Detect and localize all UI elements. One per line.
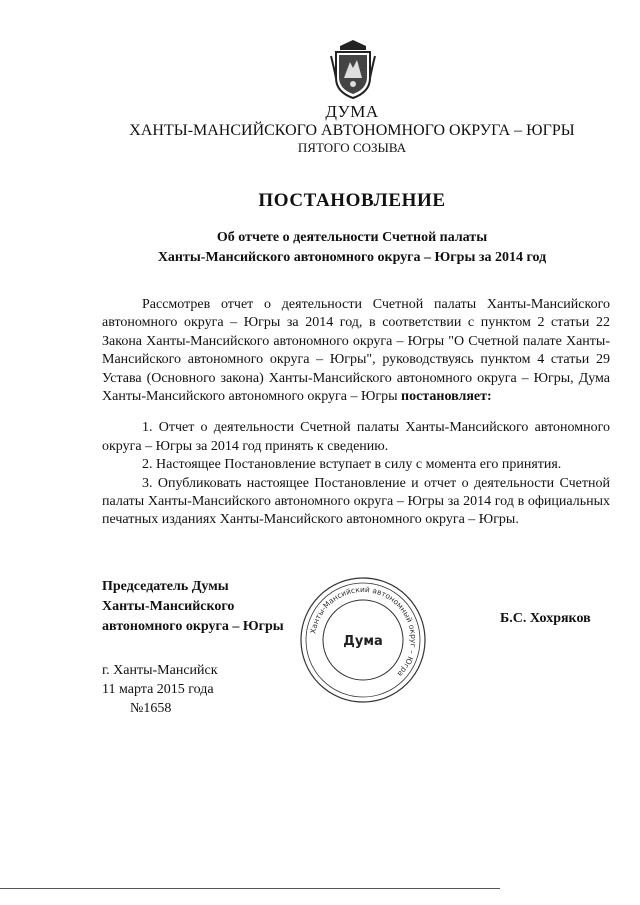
document-subject [32,228,640,268]
preamble-paragraph [102,296,610,406]
issue-details [102,661,218,718]
position-line: Ханты-Мансийского [102,599,235,614]
resolution-item: 1. Отчет о деятельности Счетной палаты Ханты-Мансийского автономного округа – Югры за 2014 год принять к сведению. [102,420,610,454]
issue-city: г. Ханты-Мансийск [102,663,218,678]
document-number: №1658 [130,701,172,716]
convocation: ПЯТОГО СОЗЫВА [297,140,407,155]
coat-of-arms-icon [330,38,376,100]
subject-line-1: Об отчете о деятельности Счетной палаты [216,230,488,245]
region-name: ХАНТЫ-МАНСИЙСКОГО АВТОНОМНОГО ОКРУГА – ЮГРЫ [129,122,575,139]
footer-divider [0,888,500,889]
institution-name: ДУМА [325,102,379,121]
stamp-ring-text: Ханты-Мансийский автономный округ – Югра [308,584,419,679]
position-line: автономного округа – Югры [102,619,284,634]
resolution-item: 3. Опубликовать настоящее Постановление и отчет о деятельности Счетной палаты Ханты-Мансийского автономного округа – Югры за 2014 год в официальных печатных изданиях Ханты-Мансийского автономного округа – Югры. [102,475,610,528]
subject-line-2: Ханты-Мансийского автономного округа – Югры за 2014 год [157,250,547,265]
signatory-name: Б.С. Хохряков [500,611,591,626]
issue-date: 11 марта 2015 года [102,682,214,697]
signatory-position [102,577,284,637]
resolution-item: 2. Настоящее Постановление вступает в силу с момента его принятия. [142,457,562,473]
resolves-word: постановляет: [401,389,492,405]
document-body [102,296,610,530]
document-title: ПОСТАНОВЛЕНИЕ [258,190,446,211]
position-line: Председатель Думы [102,579,229,594]
preamble-text: Рассмотрев отчет о деятельности Счетной палаты Ханты-Мансийского автономного округа – Югры за 2014 год, в соответствии с пунктом 2 статьи 22 Закона Ханты-Мансийского автономного округа – Югры "О Счетной палате Ханты-Мансийского автономного округа – Югры", руководствуясь пунктом 4 статьи 29 Устава (Основного закона) Ханты-Мансийского автономного округа – Югры, Дума Ханты-Мансийского автономного округа – Югры [102,297,610,405]
official-stamp [298,575,428,705]
stamp-center-text: Дума [343,634,383,649]
